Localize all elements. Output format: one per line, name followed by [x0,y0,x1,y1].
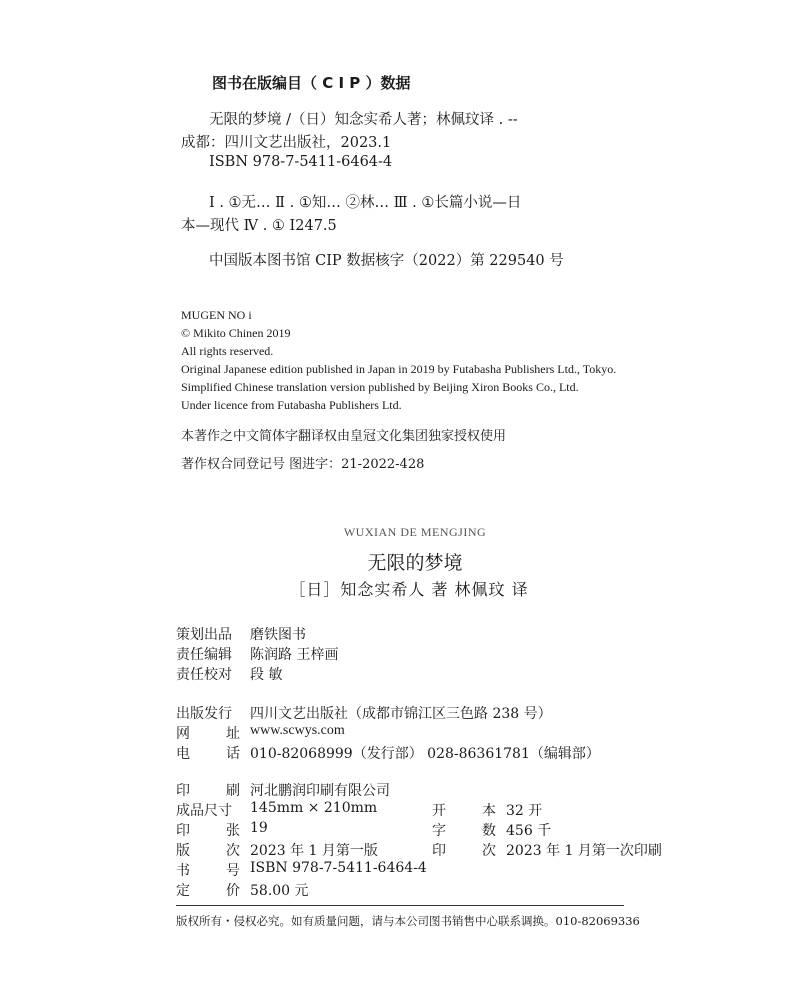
en-copyright: © Mikito Chinen 2019 [181,326,291,340]
edition-value: 2023 年 1 月第一版 [250,843,378,859]
credit-value-proofreader: 段 敏 [250,667,283,683]
printer-value: 河北鹏润印刷有限公司 [250,783,390,799]
cip-subject-line-1: Ⅰ . ①无… Ⅱ . ①知… ②林… Ⅲ . ①长篇小说—日 [209,195,522,211]
en-original-title: MUGEN NO i [181,308,252,322]
copyright-footer: 版权所有・侵权必究。如有质量问题，请与本公司图书销售中心联系调换。010-82069336 [176,914,640,928]
book-title-pinyin: WUXIAN DE MENGJING [343,525,487,539]
cip-publisher-line: 成都：四川文艺出版社，2023.1 [181,135,392,151]
sheets-label: 印 张 [176,823,240,839]
credit-value-editor: 陈润路 王梓画 [250,647,339,663]
words-value: 456 千 [506,823,552,839]
cip-header: 图书在版编目（ C I P ）数据 [212,74,411,92]
words-label: 字 数 [432,823,496,839]
en-licence: Under licence from Futabasha Publishers Ltd. [181,398,402,412]
size-value: 145mm × 210mm [250,800,378,816]
format-value: 32 开 [506,803,543,819]
contract-registration: 著作权合同登记号 图进字：21-2022-428 [181,457,425,472]
credit-value-planning: 磨铁图书 [250,627,306,643]
website-label: 网 址 [176,726,240,742]
book-number-label: 书 号 [176,863,240,879]
authorization-notice: 本著作之中文简体字翻译权由皇冠文化集团独家授权使用 [181,429,507,444]
edition-label: 版 次 [176,843,240,859]
price-value: 58.00 元 [250,883,309,899]
phone-value: 010-82068999（发行部） 028-86361781（编辑部） [250,746,600,762]
credit-label-editor: 责任编辑 [176,647,232,663]
book-number-value: ISBN 978-7-5411-6464-4 [250,860,427,876]
author-translator-line: ［日］知念实希人 著 林佩玟 译 [289,580,529,599]
credit-label-proofreader: 责任校对 [176,667,232,683]
sheets-value: 19 [250,820,268,836]
en-original-edition: Original Japanese edition published in Japan in 2019 by Futabasha Publishers Ltd., Tokyo. [181,362,617,376]
publisher-value: 四川文艺出版社（成都市锦江区三色路 238 号） [250,706,552,722]
cip-isbn: ISBN 978-7-5411-6464-4 [209,154,393,170]
footer-divider [176,905,624,906]
en-rights: All rights reserved. [181,344,274,358]
website-value: www.scwys.com [250,723,345,738]
impression-value: 2023 年 1 月第一次印刷 [506,843,662,859]
cip-title-line: 无限的梦境 /（日）知念实希人著；林佩玟译 . -- [209,112,518,128]
cip-record-number: 中国版本图书馆 CIP 数据核字（2022）第 229540 号 [209,253,564,269]
format-label: 开 本 [432,803,496,819]
publisher-label: 出版发行 [176,706,232,722]
impression-label: 印 次 [432,843,496,859]
book-title: 无限的梦境 [367,552,463,574]
price-label: 定 价 [176,883,240,899]
size-label: 成品尺寸 [176,803,232,819]
printer-label: 印 刷 [176,783,240,799]
en-translation-edition: Simplified Chinese translation version published by Beijing Xiron Books Co., Ltd. [181,380,579,394]
cip-subject-line-2: 本—现代 Ⅳ . ① I247.5 [181,218,337,234]
credit-label-planning: 策划出品 [176,627,232,643]
phone-label: 电 话 [176,746,240,762]
